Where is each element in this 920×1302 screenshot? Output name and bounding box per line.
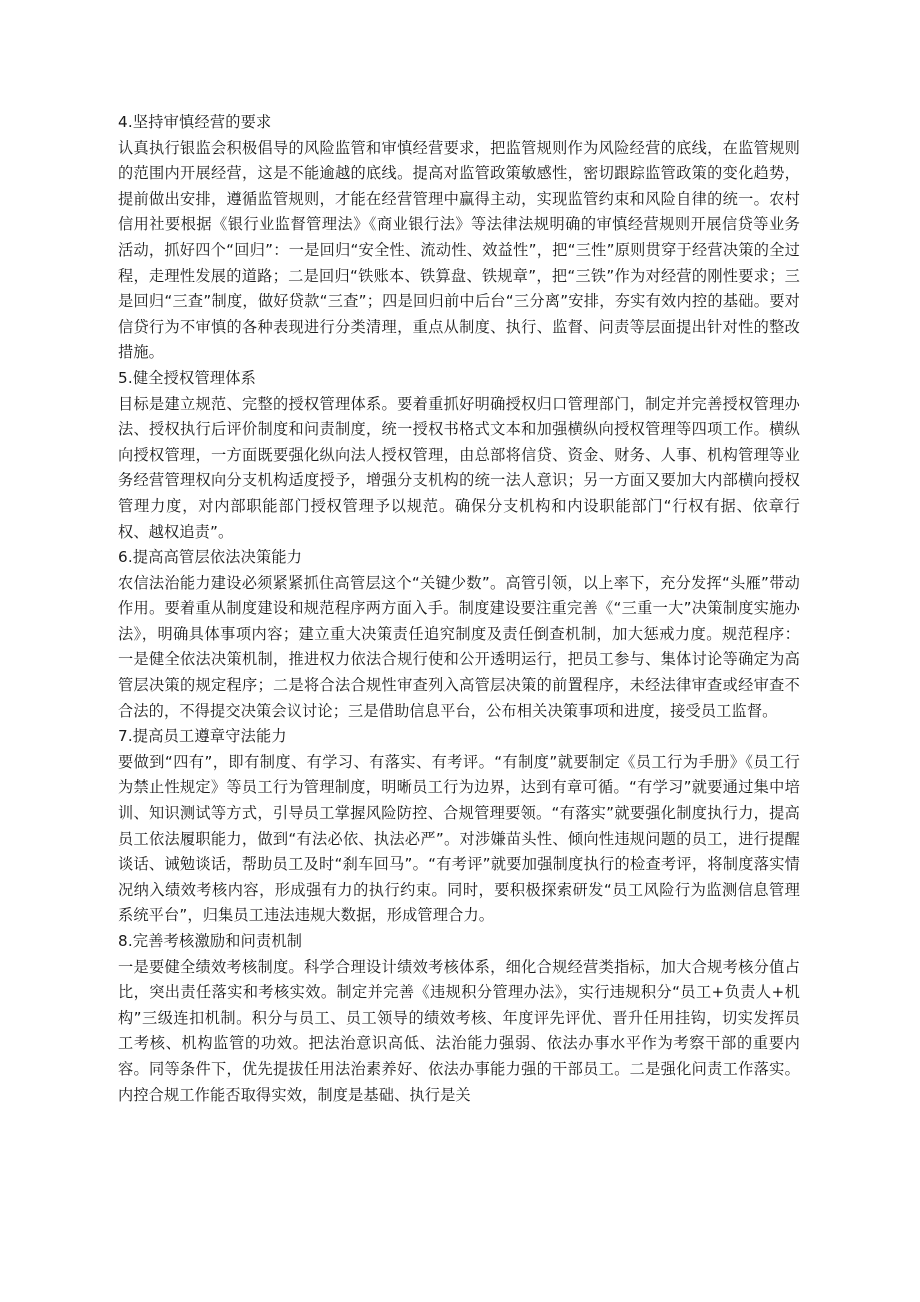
section-paragraph-4: 认真执行银监会积极倡导的风险监管和审慎经营要求，把监管规则作为风险经营的底线，在监管规则的范围内开展经营，这是不能逾越的底线。提高对监管政策敏感性，密切跟踪监管政策的变化趋势，提前做出安排，遵循监管规则，才能在经营管理中赢得主动，实现监管约束和风险自律的统一。农村信用社要根据《银行业监督管理法》《商业银行法》等法律法规明确的审慎经营规则开展信贷等业务活动，抓好四个“回归”：一是回归“安全性、流动性、效益性”，把“三性”原则贯穿于经营决策的全过程，走理性发展的道路；二是回归“铁账本、铁算盘、铁规章”，把“三铁”作为对经营的刚性要求；三是回归“三查”制度，做好贷款“三查”；四是回归前中后台“三分离”安排，夯实有效内控的基础。要对信贷行为不审慎的各种表现进行分类清理，重点从制度、执行、监督、问责等层面提出针对性的整改措施。 (118, 138, 800, 362)
section-paragraph-6: 农信法治能力建设必须紧紧抓住高管层这个“关键少数”。高管引领，以上率下，充分发挥“头雁”带动作用。要着重从制度建设和规范程序两方面入手。制度建设要注重完善《“三重一大”决策制度实施办法》，明确具体事项内容；建立重大决策责任追究制度及责任倒查机制，加大惩戒力度。规范程序：一是健全依法决策机制，推进权力依法合规行使和公开透明运行，把员工参与、集体讨论等确定为高管层决策的规定程序；二是将合法合规性审查列入高管层决策的前置程序，未经法律审查或经审查不合法的，不得提交决策会议讨论；三是借助信息平台，公布相关决策事项和进度，接受员工监督。 (118, 573, 800, 720)
section-heading-7: 7.提高员工遵章守法能力 (118, 727, 287, 746)
document-body (118, 110, 800, 1108)
section-heading-6: 6.提高高管层依法决策能力 (118, 548, 303, 567)
section-heading-5: 5.健全授权管理体系 (118, 368, 256, 387)
section-paragraph-5: 目标是建立规范、完整的授权管理体系。要着重抓好明确授权归口管理部门，制定并完善授权管理办法、授权执行后评价制度和问责制度，统一授权书格式文本和加强横纵向授权管理等四项工作。横纵向授权管理，一方面既要强化纵向法人授权管理，由总部将信贷、资金、财务、人事、机构管理等业务经营管理权向分支机构适度授予，增强分支机构的统一法人意识；另一方面又要加大内部横向授权管理力度，对内部职能部门授权管理予以规范。确保分支机构和内设职能部门“行权有据、依章行权、越权追责”。 (118, 394, 800, 541)
section-paragraph-7: 要做到“四有”，即有制度、有学习、有落实、有考评。“有制度”就要制定《员工行为手册》《员工行为禁止性规定》等员工行为管理制度，明晰员工行为边界，达到有章可循。“有学习”就要通过集中培训、知识测试等方式，引导员工掌握风险防控、合规管理要领。“有落实”就要强化制度执行力，提高员工依法履职能力，做到“有法必依、执法必严”。对涉嫌苗头性、倾向性违规问题的员工，进行提醒谈话、诫勉谈话，帮助员工及时“刹车回马”。“有考评”就要加强制度执行的检查考评，将制度落实情况纳入绩效考核内容，形成强有力的执行约束。同时，要积极探索研发“员工风险行为监测信息管理系统平台”，归集员工违法违规大数据，形成管理合力。 (118, 752, 800, 925)
section-heading-4: 4.坚持审慎经营的要求 (118, 113, 272, 131)
section-heading-8: 8.完善考核激励和问责机制 (118, 932, 303, 950)
section-paragraph-8: 一是要健全绩效考核制度。科学合理设计绩效考核体系，细化合规经营类指标，加大合规考核分值占比，突出责任落实和考核实效。制定并完善《违规积分管理办法》，实行违规积分“员工+负责人+机构”三级连扣机制。积分与员工、员工领导的绩效考核、年度评先评优、晋升任用挂钩，切实发挥员工考核、机构监管的功效。把法治意识高低、法治能力强弱、依法办事水平作为考察干部的重要内容。同等条件下，优先提拔任用法治素养好、依法办事能力强的干部员工。二是强化问责工作落实。内控合规工作能否取得实效，制度是基础、执行是关 (118, 957, 800, 1104)
